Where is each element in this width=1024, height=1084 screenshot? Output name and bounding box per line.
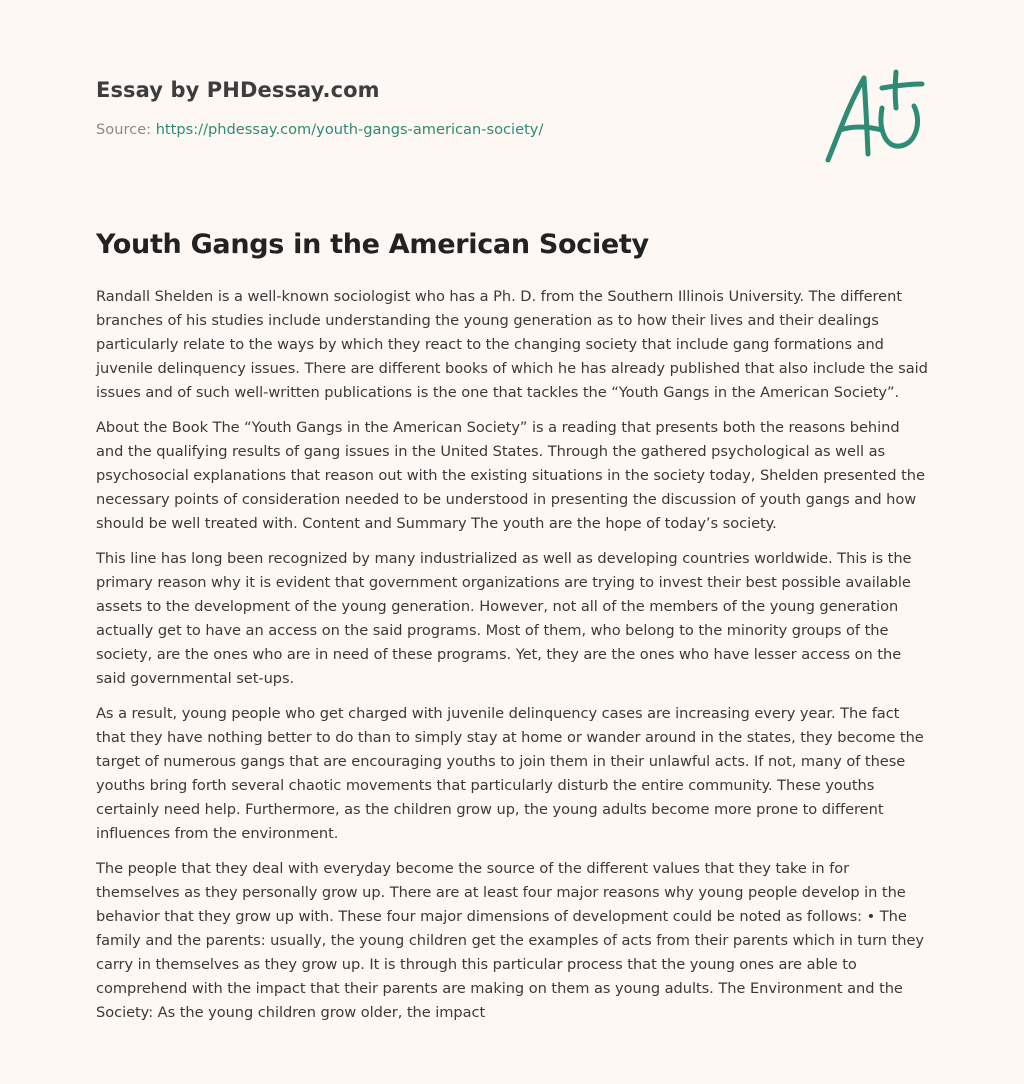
source-label: Source: xyxy=(96,121,152,138)
essay-title: Youth Gangs in the American Society xyxy=(96,229,649,260)
essay-paragraph: As a result, young people who get charged with juvenile delinquency cases are increasing every year. The fact that they have nothing better to do than to simply stay at home or wander around in the states, they become the target of numerous gangs that are encouraging youths to join them in their unlawful acts. If not, many of these youths bring forth several chaotic movements that particularly disturb the entire community. These youths certainly need help. Furthermore, as the children grow up, the young adults become more prone to different influences from the environment. xyxy=(96,705,924,842)
essay-body xyxy=(96,285,928,1036)
a-plus-icon xyxy=(822,68,928,166)
source-link[interactable]: https://phdessay.com/youth-gangs-american-society/ xyxy=(155,121,544,138)
essay-paragraph: About the Book The “Youth Gangs in the American Society” is a reading that presents both the reasons behind and the qualifying results of gang issues in the United States. Through the gathered psychological as well as psychosocial explanations that reason out with the existing situations in the society today, Shelden presented the necessary points of consideration needed to be understood in presenting the discussion of youth gangs and how should be well treated with. Content and Summary The youth are the hope of today’s society. xyxy=(96,419,925,532)
essay-paragraph: The people that they deal with everyday become the source of the different values that they take in for themselves as they personally grow up. There are at least four major reasons why young people develop in the behavior that they grow up with. These four major dimensions of development could be noted as follows: • The family and the parents: usually, the young children get the examples of acts from their parents which in turn they carry in themselves as they grow up. It is through this particular process that the young ones are able to comprehend with the impact that their parents are making on them as young adults. The Environment and the Society: As the young children grow older, the impact xyxy=(96,860,924,1021)
essay-paragraph: This line has long been recognized by many industrialized as well as developing countries worldwide. This is the primary reason why it is evident that government organizations are trying to invest their best possible available assets to the development of the young generation. However, not all of the members of the young generation actually get to have an access on the said programs. Most of them, who belong to the minority groups of the society, are the ones who are in need of these programs. Yet, they are the ones who have lesser access on the said governmental set-ups. xyxy=(96,550,912,687)
page-header xyxy=(96,76,796,140)
essay-paragraph: Randall Shelden is a well-known sociologist who has a Ph. D. from the Southern Illinois University. The different branches of his studies include understanding the young generation as to how their lives and their dealings particularly relate to the ways by which they react to the changing society that include gang formations and juvenile delinquency issues. There are different books of which he has already published that also include the said issues and of such well-written publications is the one that tackles the “Youth Gangs in the American Society”. xyxy=(96,288,928,401)
brand-title: Essay by PHDessay.com xyxy=(96,78,380,102)
source-line xyxy=(96,120,796,140)
